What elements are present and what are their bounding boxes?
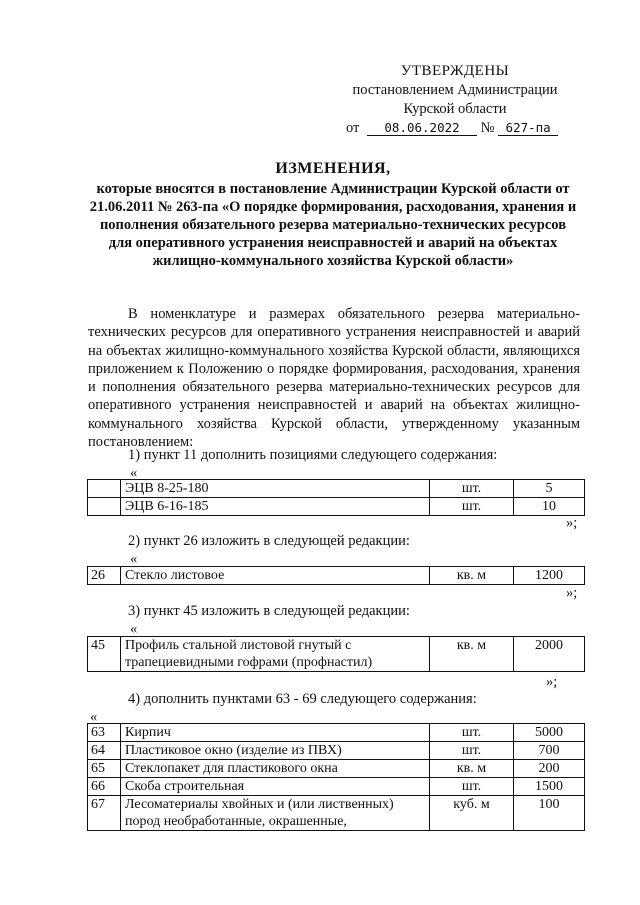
row-name: Пластиковое окно (изделие из ПВХ) bbox=[121, 742, 430, 760]
row-unit: шт. bbox=[430, 724, 514, 742]
open-quote-2: « bbox=[130, 551, 138, 567]
row-name: Стекло листовое bbox=[121, 567, 430, 585]
row-unit: шт. bbox=[430, 498, 514, 516]
row-number bbox=[88, 498, 121, 516]
approval-heading: УТВЕРЖДЕНЫ bbox=[400, 63, 510, 79]
close-quote-1: »; bbox=[566, 515, 578, 531]
close-quote-2: »; bbox=[566, 585, 578, 601]
approval-number: 627-па bbox=[498, 120, 558, 136]
row-number: 67 bbox=[88, 796, 121, 831]
row-number: 45 bbox=[88, 637, 121, 672]
row-number: 65 bbox=[88, 760, 121, 778]
row-name: Лесоматериалы хвойных и (или лиственных) пород необработанные, окрашенные, bbox=[121, 796, 430, 831]
row-unit: кв. м bbox=[430, 760, 514, 778]
row-number bbox=[88, 480, 121, 498]
row-number: 64 bbox=[88, 742, 121, 760]
table-row bbox=[88, 637, 585, 672]
row-qty: 2000 bbox=[514, 637, 585, 672]
intro-paragraph bbox=[88, 305, 580, 451]
row-unit: шт. bbox=[430, 742, 514, 760]
approval-date-line bbox=[330, 119, 580, 138]
title-heading: ИЗМЕНЕНИЯ, bbox=[275, 160, 391, 177]
table-row bbox=[88, 498, 585, 516]
row-name: ЭЦВ 8-25-180 bbox=[121, 480, 430, 498]
open-quote-3: « bbox=[130, 621, 138, 637]
row-unit: шт. bbox=[430, 778, 514, 796]
row-qty: 5000 bbox=[514, 724, 585, 742]
row-name: Стеклопакет для пластикового окна bbox=[121, 760, 430, 778]
document-title bbox=[88, 160, 578, 270]
open-quote-4: « bbox=[90, 709, 98, 725]
table-row bbox=[88, 567, 585, 585]
table-row bbox=[88, 796, 585, 831]
row-name: ЭЦВ 6-16-185 bbox=[121, 498, 430, 516]
row-qty: 1200 bbox=[514, 567, 585, 585]
row-number: 26 bbox=[88, 567, 121, 585]
row-qty: 10 bbox=[514, 498, 585, 516]
item-4-table bbox=[87, 723, 585, 831]
approval-date: 08.06.2022 bbox=[367, 120, 477, 136]
row-number: 66 bbox=[88, 778, 121, 796]
table-row bbox=[88, 760, 585, 778]
table-row bbox=[88, 724, 585, 742]
row-qty: 100 bbox=[514, 796, 585, 831]
row-unit: кв. м bbox=[430, 567, 514, 585]
row-qty: 5 bbox=[514, 480, 585, 498]
from-label: от bbox=[346, 120, 360, 136]
item-2-table bbox=[87, 566, 585, 585]
row-name: Профиль стальной листовой гнутый с трапециевидными гофрами (профнастил) bbox=[121, 637, 430, 672]
intro-text: В номенклатуре и размерах обязательного резерва материально-технических ресурсов для оперативного устранения неисправностей и аварий на объектах жилищно-коммунального хозяйства Курской области, являющихся приложением к Положению о порядке формирования, расходования, хранения и пополнения обязательного резерва материально-технических ресурсов для оперативного устранения неисправностей и аварий на объектах жилищно-коммунального хозяйства Курской области, утвержденному указанным постановлением: bbox=[88, 306, 580, 451]
item-2-text: 2) пункт 26 изложить в следующей редакции: bbox=[128, 533, 410, 549]
item-3-table bbox=[87, 636, 585, 672]
approval-region: Курской области bbox=[403, 101, 507, 117]
row-qty: 700 bbox=[514, 742, 585, 760]
open-quote-1: « bbox=[130, 465, 138, 481]
item-1-text: 1) пункт 11 дополнить позициями следующего содержания: bbox=[128, 447, 498, 463]
row-name: Скоба строительная bbox=[121, 778, 430, 796]
approval-block bbox=[330, 62, 580, 138]
row-unit: куб. м bbox=[430, 796, 514, 831]
row-unit: шт. bbox=[430, 480, 514, 498]
item-4-text: 4) дополнить пунктами 63 - 69 следующего содержания: bbox=[128, 691, 477, 707]
row-qty: 1500 bbox=[514, 778, 585, 796]
row-qty: 200 bbox=[514, 760, 585, 778]
row-unit: кв. м bbox=[430, 637, 514, 672]
title-subject: которые вносятся в постановление Администрации Курской области от 21.06.2011 № 263-па «О порядке формирования, расходования, хранения и пополнения обязательного резерва материально-технических ресурсов для оперативного устранения неисправностей и аварий на объектах жилищно-коммунального хозяйства Курской области» bbox=[89, 181, 577, 269]
table-row bbox=[88, 742, 585, 760]
close-quote-3: »; bbox=[546, 674, 558, 690]
item-1-table bbox=[87, 479, 585, 516]
table-row bbox=[88, 778, 585, 796]
item-3-text: 3) пункт 45 изложить в следующей редакции: bbox=[128, 603, 410, 619]
approval-authority: постановлением Администрации bbox=[352, 82, 558, 98]
row-number: 63 bbox=[88, 724, 121, 742]
table-row bbox=[88, 480, 585, 498]
number-label: № bbox=[480, 120, 495, 136]
row-name: Кирпич bbox=[121, 724, 430, 742]
